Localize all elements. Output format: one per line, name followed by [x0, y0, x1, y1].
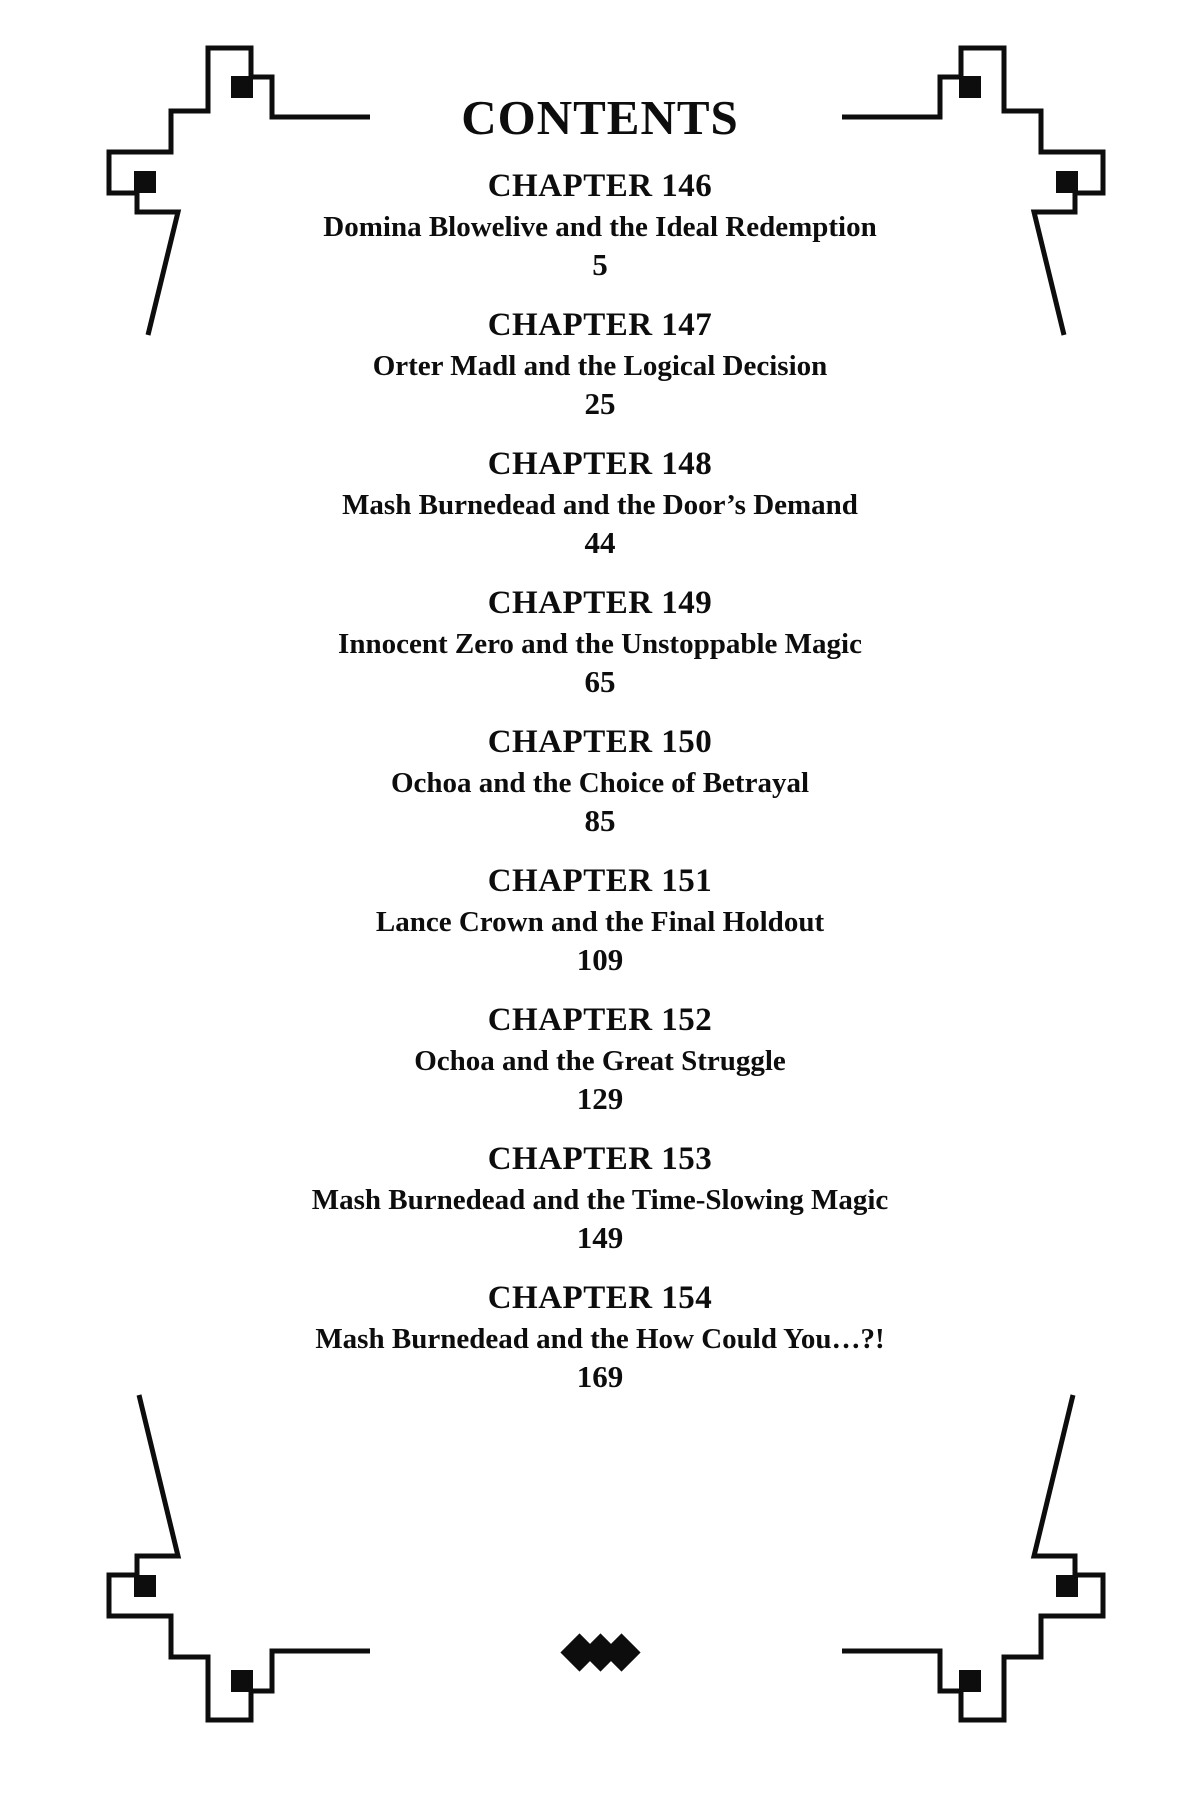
chapter-heading: CHAPTER 148: [487, 446, 713, 482]
chapter-title: Lance Crown and the Final Holdout: [375, 906, 825, 938]
chapter-title: Innocent Zero and the Unstoppable Magic: [338, 628, 862, 660]
diamond-icon: [602, 1633, 640, 1671]
toc-entry: [0, 304, 1200, 422]
stepped-corner-ornament-bottom-right-icon: [840, 1386, 1120, 1726]
table-of-contents: [0, 165, 1200, 1416]
chapter-heading: CHAPTER 147: [487, 307, 713, 343]
chapter-page-number: 169: [576, 1359, 624, 1394]
chapter-heading: CHAPTER 151: [487, 863, 713, 899]
toc-entry: [0, 721, 1200, 839]
chapter-page-number: 65: [584, 664, 616, 699]
chapter-page-number: 25: [584, 386, 616, 421]
chapter-page-number: 5: [592, 247, 608, 282]
toc-entry: [0, 1138, 1200, 1256]
stepped-corner-ornament-bottom-left-icon: [92, 1386, 372, 1726]
chapter-heading: CHAPTER 153: [487, 1141, 713, 1177]
chapter-page-number: 44: [584, 525, 616, 560]
toc-entry: [0, 999, 1200, 1117]
chapter-page-number: 85: [584, 803, 616, 838]
chapter-heading: CHAPTER 150: [487, 724, 713, 760]
chapter-title: Mash Burnedead and the Time-Slowing Magic: [311, 1184, 889, 1216]
chapter-page-number: 149: [576, 1220, 624, 1255]
toc-entry: [0, 860, 1200, 978]
chapter-title: Orter Madl and the Logical Decision: [372, 350, 828, 382]
toc-entry: [0, 1277, 1200, 1395]
chapter-page-number: 109: [576, 942, 624, 977]
chapter-title: Ochoa and the Choice of Betrayal: [390, 767, 810, 799]
chapter-title: Mash Burnedead and the Door’s Demand: [342, 489, 858, 521]
chapter-page-number: 129: [576, 1081, 624, 1116]
toc-entry: [0, 582, 1200, 700]
chapter-heading: CHAPTER 149: [487, 585, 713, 621]
diamond-divider: [0, 1634, 1200, 1671]
chapter-heading: CHAPTER 146: [487, 168, 713, 204]
toc-entry: [0, 443, 1200, 561]
chapter-title: Mash Burnedead and the How Could You…?!: [315, 1323, 885, 1355]
chapter-title: Domina Blowelive and the Ideal Redemption: [323, 211, 877, 243]
chapter-title: Ochoa and the Great Struggle: [414, 1045, 786, 1077]
chapter-heading: CHAPTER 152: [487, 1002, 713, 1038]
page-title: CONTENTS: [461, 90, 739, 145]
toc-entry: [0, 165, 1200, 283]
chapter-heading: CHAPTER 154: [487, 1280, 713, 1316]
